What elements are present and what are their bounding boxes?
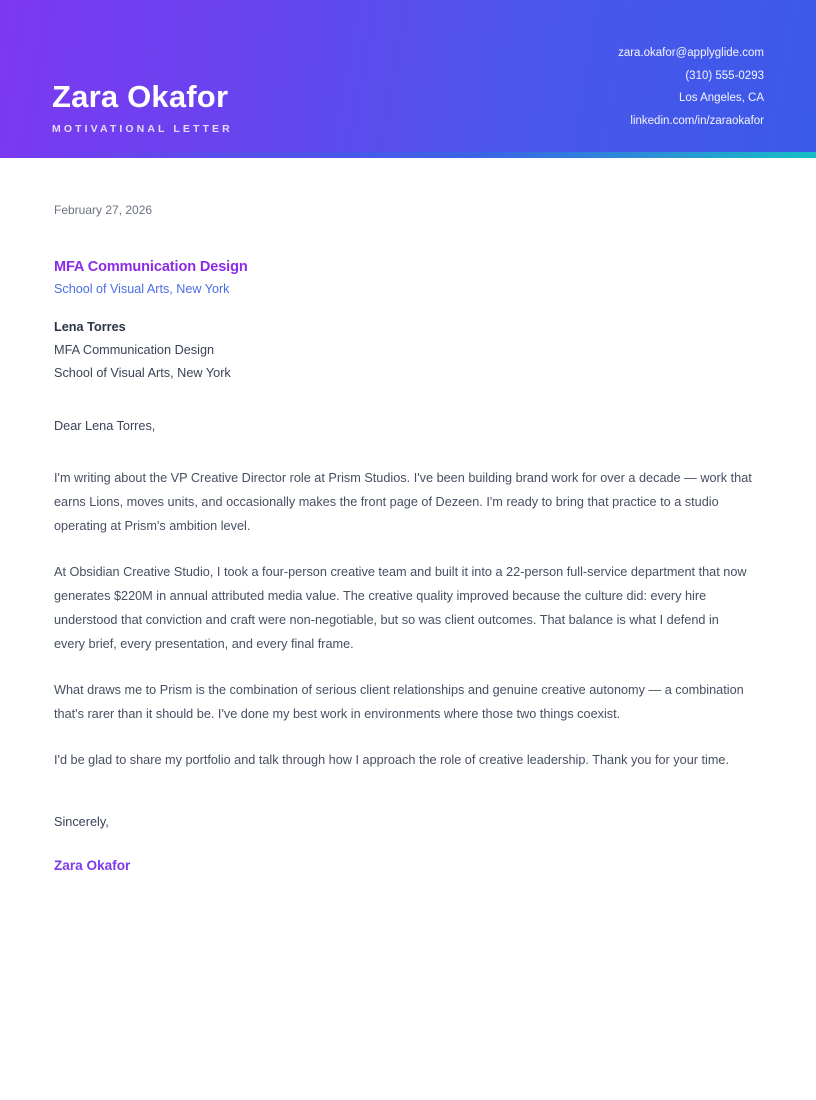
position-organization: School of Visual Arts, New York bbox=[54, 281, 230, 296]
position-block bbox=[54, 257, 753, 302]
body-paragraph-2: At Obsidian Creative Studio, I took a four-person creative team and built it into a 22-person full-service department that now generates $220M in annual attributed media value. The creative quality improved because the culture did: every hire understood that conviction and craft were non-negotiable, but so was client outcomes. That balance is what I defend in every brief, every presentation, and every final frame. bbox=[54, 565, 747, 652]
contact-email[interactable]: zara.okafor@applyglide.com bbox=[618, 47, 764, 59]
recipient-program: MFA Communication Design bbox=[54, 343, 215, 358]
recipient-name: Lena Torres bbox=[54, 319, 126, 334]
contact-block bbox=[618, 42, 764, 134]
letter-header bbox=[0, 0, 816, 158]
letter-body bbox=[0, 158, 816, 876]
body-paragraph-4: I'd be glad to share my portfolio and talk through how I approach the role of creative leadership. Thank you for your time. bbox=[54, 753, 730, 768]
letter-date: February 27, 2026 bbox=[54, 203, 153, 217]
document-kind-label: MOTIVATIONAL LETTER bbox=[52, 122, 233, 135]
closing-phrase: Sincerely, bbox=[54, 815, 109, 830]
contact-location: Los Angeles, CA bbox=[678, 92, 764, 104]
header-accent-bar bbox=[0, 152, 816, 158]
header-content bbox=[52, 42, 764, 158]
contact-linkedin[interactable]: linkedin.com/in/zaraokafor bbox=[630, 114, 764, 127]
closing-block bbox=[54, 812, 753, 876]
recipient-block bbox=[54, 316, 753, 386]
identity-block bbox=[52, 80, 233, 134]
body-paragraph-1: I'm writing about the VP Creative Director role at Prism Studios. I've been building brand work for over a decade — work that earns Lions, moves units, and occasionally makes the front page of Dezeen. I'm ready to bring that practice to a studio operating at Prism's ambition level. bbox=[54, 471, 752, 534]
page-title: Zara Okafor bbox=[52, 79, 229, 115]
position-title: MFA Communication Design bbox=[54, 258, 248, 275]
contact-phone[interactable]: (310) 555-0293 bbox=[685, 69, 764, 82]
signature-name: Zara Okafor bbox=[54, 857, 131, 873]
recipient-institution: School of Visual Arts, New York bbox=[54, 366, 231, 381]
salutation: Dear Lena Torres, bbox=[54, 418, 156, 433]
body-paragraph-3: What draws me to Prism is the combination of serious client relationships and genuine creative autonomy — a combination that's rarer than it should be. I've done my best work in environments where those two things coexist. bbox=[54, 683, 744, 722]
